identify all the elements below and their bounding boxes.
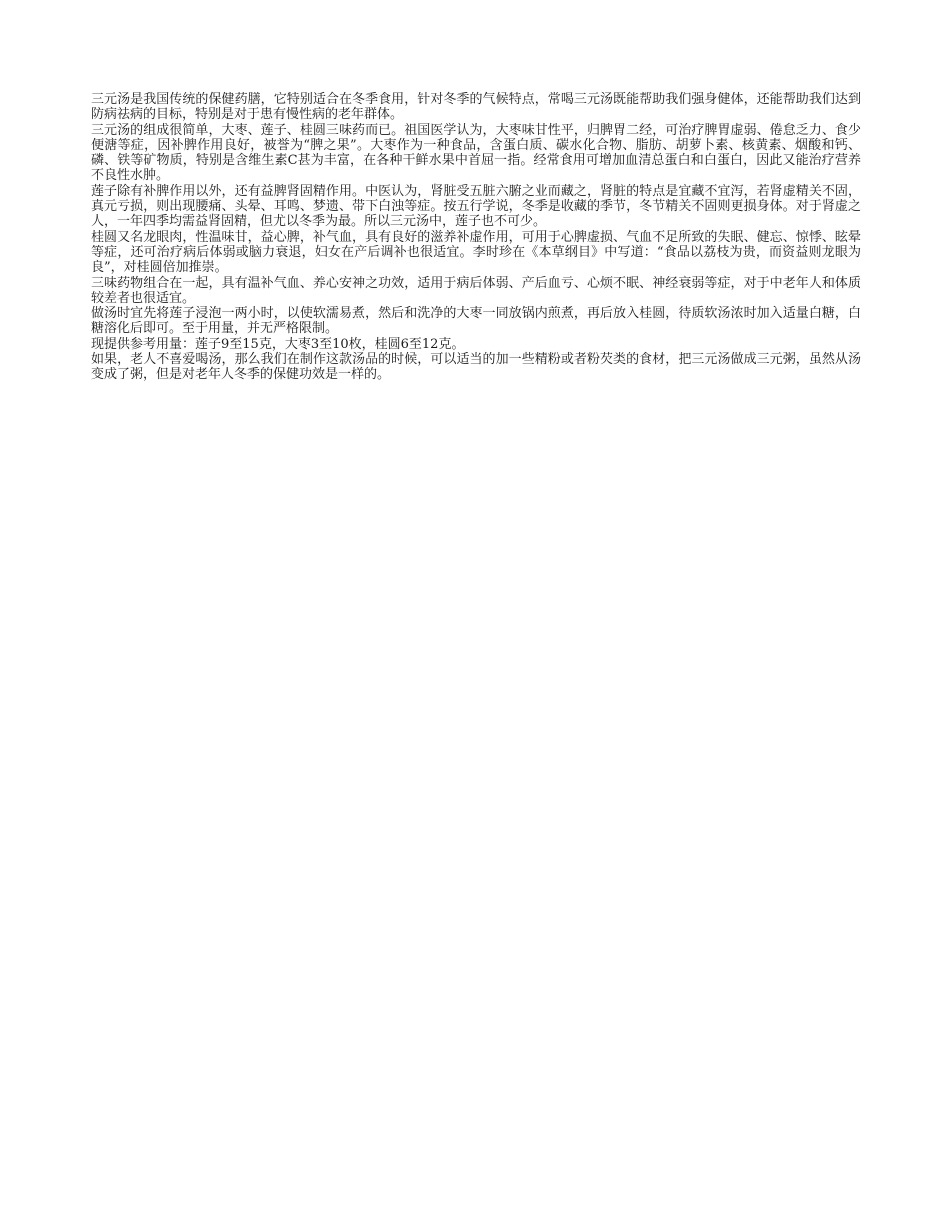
paragraph-jujube: 三元汤的组成很简单，大枣、莲子、桂圆三味药而已。祖国医学认为，大枣味甘性平，归脾胃二经，可治疗脾胃虚弱、倦怠乏力、食少便溏等症，因补脾作用良好，被誉为“脾之果”。大枣作为一种食品，含蛋白质、碳水化合物、脂肪、胡萝卜素、核黄素、烟酸和钙、磷、铁等矿物质，特别是含维生素C甚为丰富，在各种干鲜水果中首屈一指。经常食用可增加血清总蛋白和白蛋白，因此又能治疗营养不良性水肿。 [91, 122, 861, 184]
paragraph-porridge: 如果，老人不喜爱喝汤，那么我们在制作这款汤品的时候，可以适当的加一些精粉或者粉芡类的食材，把三元汤做成三元粥，虽然从汤变成了粥，但是对老年人冬季的保健功效是一样的。 [91, 352, 861, 383]
paragraph-longan: 桂圆又名龙眼肉，性温味甘，益心脾，补气血，具有良好的滋养补虚作用，可用于心脾虚损、气血不足所致的失眠、健忘、惊悸、眩晕等症，还可治疗病后体弱或脑力衰退，妇女在产后调补也很适宜。李时珍在《本草纲目》中写道：“食品以荔枝为贵，而资益则龙眼为良”，对桂圆倍加推崇。 [91, 229, 861, 276]
document-body [91, 92, 861, 383]
paragraph-lotus-seed: 莲子除有补脾作用以外，还有益脾肾固精作用。中医认为，肾脏受五脏六腑之业而藏之，肾脏的特点是宜藏不宜泻，若肾虚精关不固，真元亏损，则出现腰痛、头晕、耳鸣、梦遗、带下白浊等症。按五行学说，冬季是收藏的季节，冬节精关不固则更损身体。对于肾虚之人，一年四季均需益肾固精，但尤以冬季为最。所以三元汤中，莲子也不可少。 [91, 183, 861, 230]
paragraph-intro: 三元汤是我国传统的保健药膳，它特别适合在冬季食用，针对冬季的气候特点，常喝三元汤既能帮助我们强身健体，还能帮助我们达到防病祛病的目标，特别是对于患有慢性病的老年群体。 [91, 92, 861, 123]
paragraph-combination: 三味药物组合在一起，具有温补气血、养心安神之功效，适用于病后体弱、产后血亏、心烦不眠、神经衰弱等症，对于中老年人和体质较差者也很适宜。 [91, 275, 861, 306]
paragraph-dosage: 现提供参考用量：莲子9至15克，大枣3至10枚，桂圆6至12克。 [91, 336, 465, 352]
paragraph-preparation: 做汤时宜先将莲子浸泡一两小时，以使软濡易煮，然后和洗净的大枣一同放锅内煎煮，再后放入桂圆，待质软汤浓时加入适量白糖，白糖溶化后即可。至于用量，并无严格限制。 [91, 306, 861, 337]
